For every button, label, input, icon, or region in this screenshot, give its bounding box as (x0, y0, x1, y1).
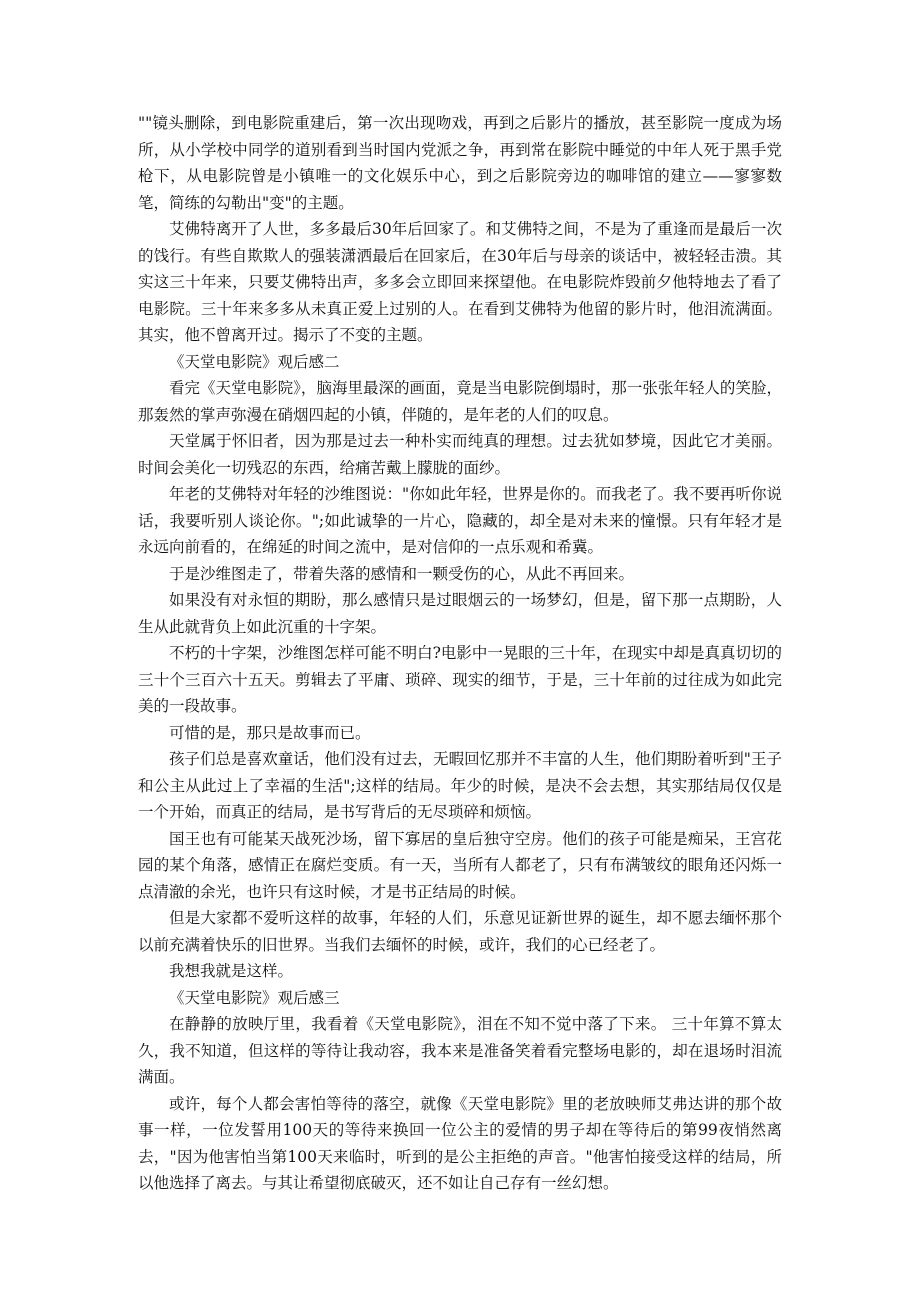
paragraph-fairy-tales: 孩子们总是喜欢童话，他们没有过去，无暇回忆那并不丰富的人生，他们期盼着听到"王子和公主从此过上了幸福的生活";这样的结局。年少的时候，是决不会去想，其实那结局仅仅是一个开始，而真正的结局，是书写背后的无尽琐碎和烦恼。 (138, 750, 782, 821)
paragraph-change-theme: ""镜头删除，到电影院重建后，第一次出现吻戏，再到之后影片的播放，甚至影院一度成为场所，从小学校中同学的道别看到当时国内党派之争，再到常在影院中睡觉的中年人死于黑手党枪下，从电影院曾是小镇唯一的文化娱乐中心，到之后影院旁边的咖啡馆的建立——寥寥数笔，简练的勾勒出"变"的主题。 (138, 114, 782, 212)
paragraph-just-a-story: 可惜的是，那只是故事而已。 (169, 723, 371, 742)
section-heading-review-three: 《天堂电影院》观后感三 (169, 988, 340, 1007)
section-heading-review-two: 《天堂电影院》观后感二 (169, 352, 340, 371)
paragraph-new-world: 但是大家都不爱听这样的故事，年轻的人们，乐意见证新世界的诞生，却不愿去缅怀那个以前充满着快乐的旧世界。当我们去缅怀的时候，或许，我们的心已经老了。 (138, 909, 782, 954)
paragraph-immortal-cross: 不朽的十字架，沙维图怎样可能不明白?电影中一晃眼的三十年，在现实中却是真真切切的三十个三百六十五天。剪辑去了平庸、琐碎、现实的细节，于是，三十年前的过往成为如此完美的一段故事。 (138, 644, 782, 715)
paragraph-hundred-days: 或许，每个人都会害怕等待的落空，就像《天堂电影院》里的老放映师艾弗达讲的那个故事一样，一位发誓用100天的等待来换回一位公主的爱情的男子却在等待后的第99夜悄然离去，"因为他害怕当第100天来临时，听到的是公主拒绝的声音。"他害怕接受这样的结局，所以他选择了离去。与其让希望彻底破灭，还不如让自己存有一丝幻想。 (138, 1094, 782, 1192)
paragraph-unchanged-theme: 艾佛特离开了人世，多多最后30年后回家了。和艾佛特之间，不是为了重逢而是最后一次的饯行。有些自欺欺人的强装潇洒最后在回家后，在30年后与母亲的谈话中，被轻轻击溃。其实这三十年来，只要艾佛特出声，多多会立即回来探望他。在电影院炸毁前夕他特地去了看了电影院。三十年来多多从未真正爱上过别的人。在看到艾佛特为他留的影片时，他泪流满面。其实，他不曾离开过。揭示了不变的主题。 (138, 220, 782, 344)
paragraph-alfredo-advice: 年老的艾佛特对年轻的沙维图说："你如此年轻，世界是你的。而我老了。我不要再听你说话，我要听别人谈论你。";如此诚挚的一片心，隐藏的，却全是对未来的憧憬。只有年轻才是永远向前看的，在绵延的时间之流中，是对信仰的一点乐观和希冀。 (138, 485, 782, 556)
paragraph-paradise-nostalgia: 天堂属于怀旧者，因为那是过去一种朴实而纯真的理想。过去犹如梦境，因此它才美丽。时间会美化一切残忍的东西，给痛苦戴上朦胧的面纱。 (138, 432, 782, 477)
paragraph-screening-hall: 在静静的放映厅里，我看着《天堂电影院》，泪在不知不觉中落了下来。 三十年算不算太久，我不知道，但这样的等待让我动容，我本来是准备笑着看完整场电影的，却在退场时泪流满面。 (138, 1015, 782, 1086)
document-page (138, 110, 782, 1197)
paragraph-cinema-collapse: 看完《天堂电影院》，脑海里最深的画面，竟是当电影院倒塌时，那一张张年轻人的笑脸，那轰然的掌声弥漫在硝烟四起的小镇，伴随的，是年老的人们的叹息。 (138, 379, 782, 424)
paragraph-king-queen: 国王也有可能某天战死沙场，留下寡居的皇后独守空房。他们的孩子可能是痴呆，王宫花园的某个角落，感情正在腐烂变质。有一天，当所有人都老了，只有布满皱纹的眼角还闪烁一点清澈的余光，也许只有这时候，才是书正结局的时候。 (138, 829, 782, 901)
paragraph-i-am-like-this: 我想我就是这样。 (169, 962, 294, 980)
paragraph-salvatore-leaves: 于是沙维图走了，带着失落的感情和一颗受伤的心，从此不再回来。 (169, 564, 635, 583)
paragraph-eternal-hope: 如果没有对永恒的期盼，那么感情只是过眼烟云的一场梦幻，但是，留下那一点期盼，人生从此就背负上如此沉重的十字架。 (138, 591, 782, 636)
